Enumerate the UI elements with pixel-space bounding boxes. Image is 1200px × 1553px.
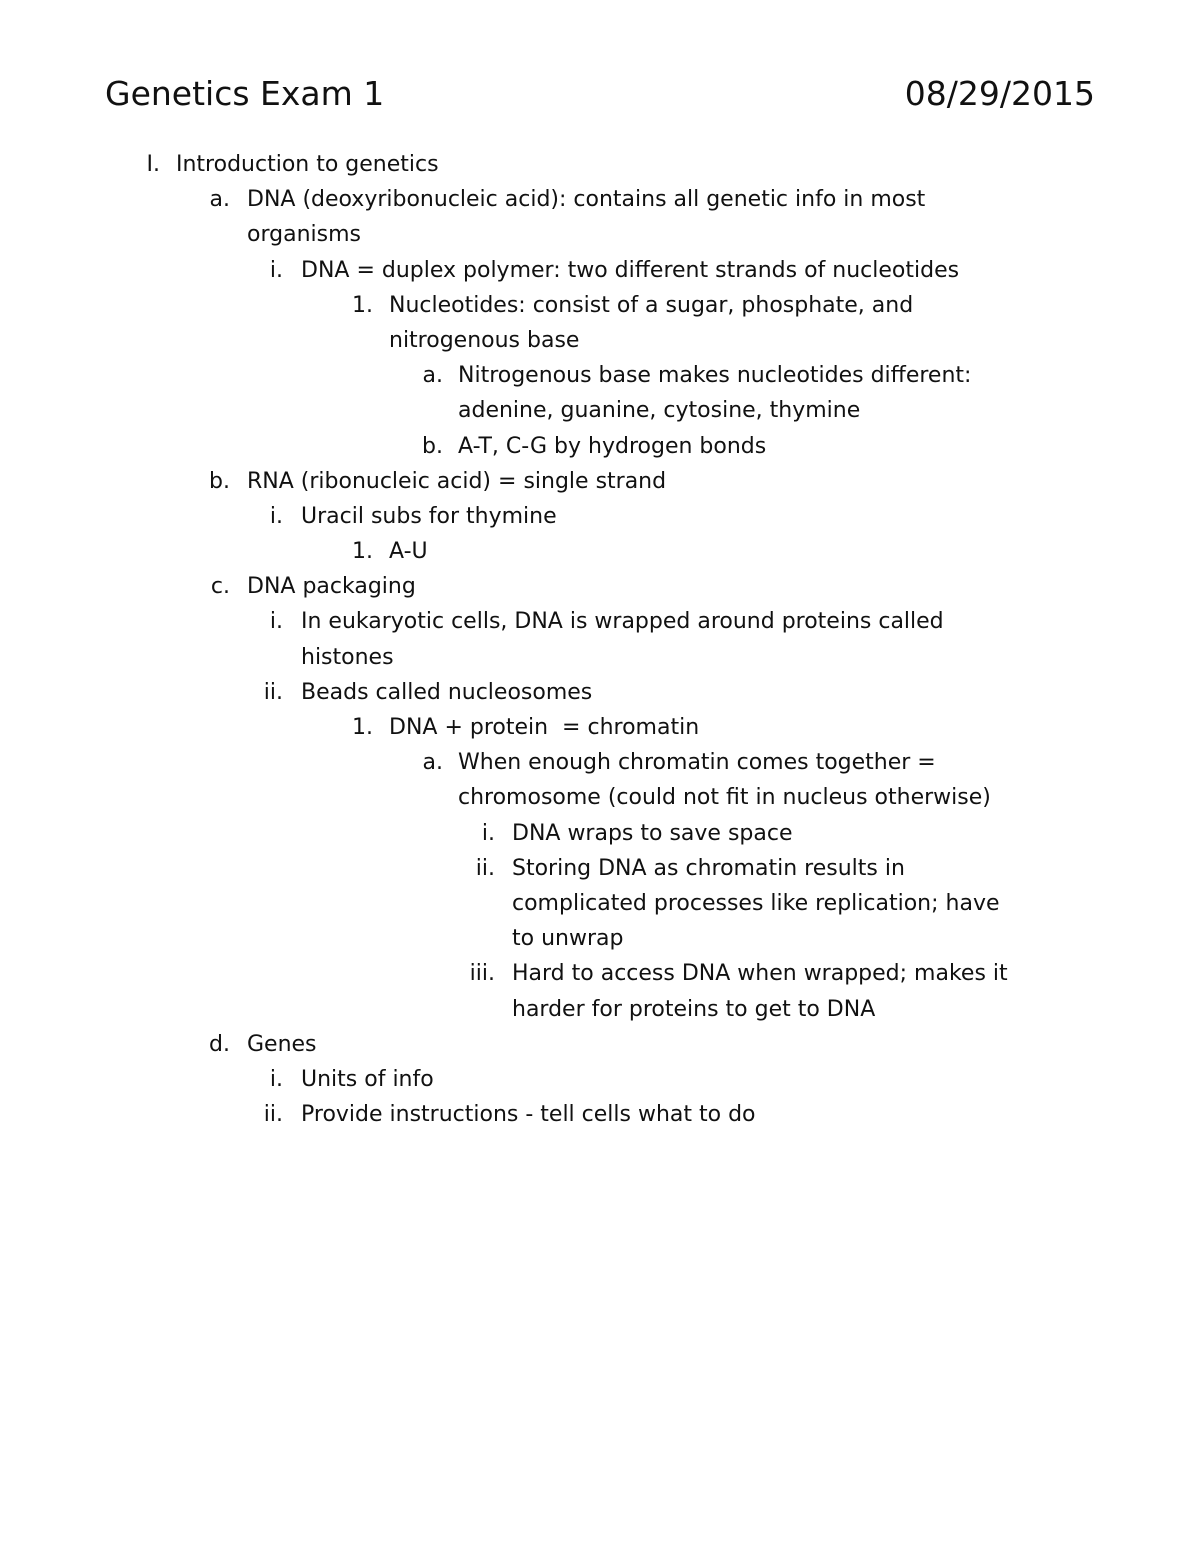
outline-marker: i.: [481, 820, 495, 846]
outline-text: Uracil subs for thymine: [301, 503, 557, 529]
outline-text: Units of info: [301, 1066, 434, 1092]
outline-line: [0, 1027, 1200, 1062]
outline-line: [0, 640, 1200, 675]
outline-line: [0, 499, 1200, 534]
outline-marker: 1.: [352, 539, 373, 565]
outline-text: chromosome (could not fit in nucleus otherwise): [458, 785, 991, 811]
outline-text: Nucleotides: consist of a sugar, phosphate, and: [389, 292, 914, 318]
outline-marker: i.: [269, 257, 283, 283]
outline-line: [0, 886, 1200, 921]
outline-text: DNA + protein = chromatin: [389, 715, 700, 740]
outline-text: Hard to access DNA when wrapped; makes it: [512, 961, 1008, 987]
outline-marker: 1.: [352, 292, 373, 318]
outline-line: [0, 358, 1200, 393]
outline-line: [0, 253, 1200, 288]
outline-marker: a.: [422, 363, 443, 389]
outline-text: DNA = duplex polymer: two different strands of nucleotides: [301, 257, 960, 283]
outline-text: adenine, guanine, cytosine, thymine: [458, 398, 861, 424]
outline-line: [0, 569, 1200, 604]
outline-text: organisms: [247, 222, 361, 248]
page-title: Genetics Exam 1: [105, 74, 385, 113]
outline-text: Beads called nucleosomes: [301, 679, 593, 705]
outline-line: [0, 992, 1200, 1027]
outline-marker: a.: [209, 187, 230, 213]
outline-text: A-T, C-G by hydrogen bonds: [458, 433, 767, 459]
outline-line: [0, 429, 1200, 464]
page-date: 08/29/2015: [904, 74, 1095, 113]
outline-marker: b.: [209, 468, 230, 494]
outline-line: [0, 393, 1200, 428]
outline-line: [0, 675, 1200, 710]
outline-text: A-U: [389, 539, 428, 565]
outline-text: harder for proteins to get to DNA: [512, 996, 876, 1022]
outline-text: nitrogenous base: [389, 327, 580, 353]
outline-marker: 1.: [352, 715, 373, 740]
outline-text: histones: [301, 644, 394, 670]
outline-marker: ii.: [475, 855, 495, 881]
outline-marker: i.: [269, 503, 283, 529]
outline-text: to unwrap: [512, 926, 624, 952]
page-header: [105, 70, 1095, 120]
outline-marker: c.: [210, 574, 230, 600]
outline-text: DNA packaging: [247, 574, 416, 600]
outline-line: [0, 288, 1200, 323]
outline-text: RNA (ribonucleic acid) = single strand: [247, 468, 667, 494]
outline-marker: d.: [209, 1031, 230, 1057]
outline-line: [0, 780, 1200, 815]
outline-text: When enough chromatin comes together =: [458, 750, 936, 776]
outline: [0, 147, 1200, 1132]
outline-text: Introduction to genetics: [176, 152, 439, 177]
outline-marker: i.: [269, 1066, 283, 1092]
outline-line: [0, 851, 1200, 886]
outline-line: [0, 710, 1200, 745]
outline-text: Provide instructions - tell cells what to do: [301, 1102, 756, 1128]
outline-text: DNA (deoxyribonucleic acid): contains all genetic info in most: [247, 187, 926, 213]
outline-marker: a.: [422, 750, 443, 776]
outline-line: [0, 816, 1200, 851]
outline-text: DNA wraps to save space: [512, 820, 793, 846]
outline-text: Genes: [247, 1031, 317, 1057]
outline-line: [0, 182, 1200, 217]
outline-line: [0, 323, 1200, 358]
outline-line: [0, 464, 1200, 499]
outline-text: complicated processes like replication; have: [512, 890, 1000, 916]
outline-line: [0, 956, 1200, 991]
outline-line: [0, 1062, 1200, 1097]
outline-line: [0, 921, 1200, 956]
outline-text: Storing DNA as chromatin results in: [512, 855, 905, 881]
outline-marker: ii.: [263, 1102, 283, 1128]
outline-line: [0, 604, 1200, 639]
outline-marker: b.: [422, 433, 443, 459]
outline-text: Nitrogenous base makes nucleotides different:: [458, 363, 972, 389]
outline-line: [0, 217, 1200, 252]
outline-line: [0, 534, 1200, 569]
outline-marker: ii.: [263, 679, 283, 705]
outline-marker: i.: [269, 609, 283, 635]
outline-marker: I.: [146, 152, 160, 177]
outline-marker: iii.: [469, 961, 495, 987]
outline-line: [0, 147, 1200, 182]
outline-text: In eukaryotic cells, DNA is wrapped around proteins called: [301, 609, 944, 635]
outline-line: [0, 745, 1200, 780]
outline-line: [0, 1097, 1200, 1132]
